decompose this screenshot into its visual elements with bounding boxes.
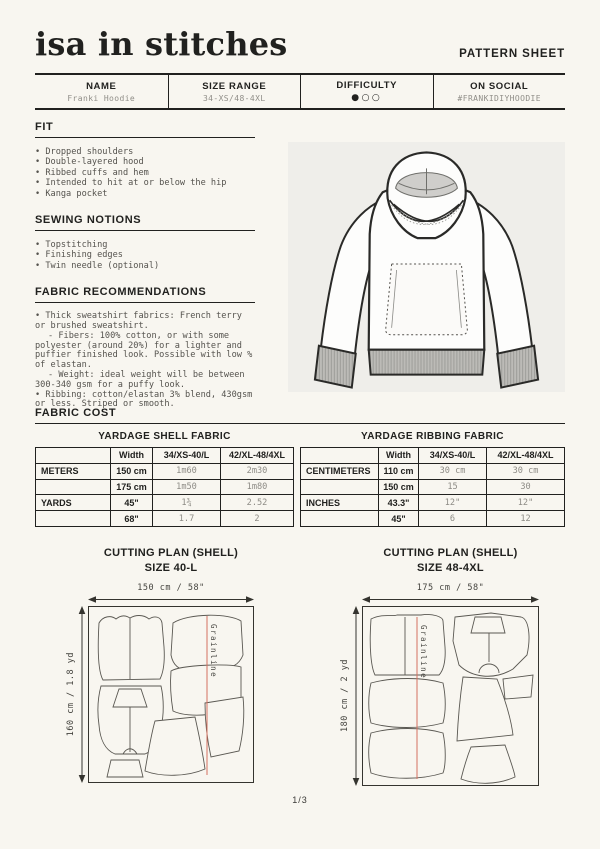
table-row: [36, 463, 294, 479]
value-cell: 12: [487, 511, 565, 527]
grainline-label: Grainline: [209, 624, 218, 679]
cutting-plan-size: SIZE 40-L: [144, 562, 198, 574]
list-item: • Intended to hit at or below the hip: [35, 178, 227, 189]
recommendation-line: - Weight: ideal weight will be between 300-340 gsm for a puffy look.: [35, 370, 245, 390]
width-cell: 150 cm: [379, 479, 419, 495]
col-header: 42/XL-48/4XL: [487, 448, 565, 464]
ribbing-yardage-block: [300, 431, 565, 527]
height-dimension-label: 160 cm / 1.8 yd: [66, 652, 76, 737]
section-fabric-cost: [35, 407, 565, 433]
width-cell: 45": [379, 511, 419, 527]
value-cell: 1m50: [153, 479, 221, 495]
width-dimension-label: 150 cm / 58": [137, 583, 205, 593]
pattern-info-bar: [35, 73, 565, 110]
width-dimension-arrow: [362, 595, 539, 604]
width-cell: 110 cm: [379, 463, 419, 479]
row-label: METERS: [36, 463, 111, 479]
section-sewing-notions: [35, 214, 255, 271]
width-cell: 43.3": [379, 495, 419, 511]
difficulty-dots: ●○○: [351, 93, 383, 103]
cutting-plan-size-40-L: [62, 546, 256, 783]
yardage-tables-row: [35, 431, 565, 527]
left-column: [35, 121, 255, 425]
row-label: [36, 511, 111, 527]
pattern-pieces-layout: [363, 607, 538, 785]
height-dimension-label: 180 cm / 2 yd: [340, 659, 350, 733]
recommendation-line: - Fibers: 100% cotton, or with some polyester (around 20%) for a lighter and puffier finished look. Possible with low % of elastan.: [35, 330, 253, 371]
fabric-layout-rectangle: [88, 606, 254, 783]
sheet-type-label: PATTERN SHEET: [459, 48, 565, 60]
shell-yardage-block: [35, 431, 294, 527]
info-cell-size-range: [168, 75, 301, 108]
info-cell-social: [433, 75, 566, 108]
table-header-row: [36, 448, 294, 464]
hood: [387, 152, 465, 238]
hoodie-illustration-panel: [288, 142, 565, 392]
col-header: 42/XL-48/4XL: [221, 448, 294, 464]
social-hashtag: #FRANKIDIYHOODIE: [457, 93, 541, 103]
list-item: • Kanga pocket: [35, 188, 108, 199]
grainline-label: Grainline: [419, 625, 428, 680]
value-cell: 2m30: [221, 463, 294, 479]
height-dimension-gutter: [336, 606, 362, 786]
table-row: [36, 479, 294, 495]
section-heading-fabric-cost: FABRIC COST: [35, 407, 565, 424]
table-row: [36, 495, 294, 511]
col-header: Width: [111, 448, 153, 464]
cutting-plan-size: SIZE 48-4XL: [417, 562, 484, 574]
value-cell: 2: [221, 511, 294, 527]
info-label: SIZE RANGE: [202, 80, 267, 92]
table-row: [301, 463, 565, 479]
kangaroo-pocket: [386, 264, 468, 335]
width-cell: 68": [111, 511, 153, 527]
list-item: • Dropped shoulders: [35, 147, 134, 157]
width-dimension-label: 175 cm / 58": [416, 583, 485, 593]
value-cell: 1¾: [153, 495, 221, 511]
width-cell: 175 cm: [111, 479, 153, 495]
row-label: [36, 479, 111, 495]
fabric-layout-rectangle: [362, 606, 539, 786]
sewing-notions-bullet-list: [35, 240, 255, 271]
page-number: 1/3: [292, 795, 308, 805]
list-item: • Double-layered hood: [35, 157, 144, 168]
pattern-pieces: [98, 615, 244, 777]
value-cell: 12": [487, 495, 565, 511]
section-heading-fit: FIT: [35, 121, 255, 138]
info-label: DIFFICULTY: [336, 80, 398, 91]
cutting-plan-size-48-4XL: [336, 546, 541, 786]
fit-bullet-list: [35, 147, 255, 199]
table-row: [301, 511, 565, 527]
info-cell-difficulty: [300, 75, 433, 108]
cell-blank: [301, 448, 379, 464]
width-dimension-arrow: [88, 595, 254, 604]
value-cell: 6: [419, 511, 487, 527]
value-cell: 1m60: [153, 463, 221, 479]
recommendation-line: • Ribbing: cotton/elastan 3% blend, 430gsm or less. Striped or smooth.: [35, 389, 253, 410]
info-cell-name: [35, 75, 168, 108]
table-header-row: [301, 448, 565, 464]
hoodie-hem-ribbing: [369, 350, 485, 375]
row-label: [301, 511, 379, 527]
table-row: [301, 479, 565, 495]
value-cell: 12": [419, 495, 487, 511]
size-range-value: 34-XS/48-4XL: [202, 93, 266, 103]
table-row: [36, 511, 294, 527]
table-row: [301, 495, 565, 511]
row-label: YARDS: [36, 495, 111, 511]
brand-title: isa in stitches: [35, 25, 288, 63]
cell-blank: [36, 448, 111, 464]
section-heading-fabric-recommendations: FABRIC RECOMMENDATIONS: [35, 286, 255, 303]
value-cell: 1m80: [221, 479, 294, 495]
value-cell: 15: [419, 479, 487, 495]
value-cell: 30 cm: [487, 463, 565, 479]
cutting-plan-body: [62, 606, 256, 783]
hoodie-technical-drawing: [288, 142, 565, 392]
value-cell: 30 cm: [419, 463, 487, 479]
col-header: Width: [379, 448, 419, 464]
list-item: • Topstitching: [35, 240, 108, 251]
ribbing-yardage-table: [300, 447, 565, 527]
cutting-plan-title: CUTTING PLAN (SHELL): [383, 547, 518, 559]
pattern-pieces-layout: [89, 607, 253, 782]
ribbing-table-title: YARDAGE RIBBING FABRIC: [361, 431, 504, 442]
list-item: • Finishing edges: [35, 250, 123, 261]
row-label: [301, 479, 379, 495]
height-dimension-gutter: [62, 606, 88, 783]
list-item: • Twin needle (optional): [35, 260, 160, 271]
row-label: INCHES: [301, 495, 379, 511]
pattern-pieces: [369, 613, 533, 783]
info-label: ON SOCIAL: [470, 80, 529, 92]
section-heading-sewing-notions: SEWING NOTIONS: [35, 214, 255, 231]
list-item: • Ribbed cuffs and hem: [35, 167, 149, 178]
value-cell: 30: [487, 479, 565, 495]
section-fabric-recommendations: [35, 286, 255, 410]
row-label: CENTIMETERS: [301, 463, 379, 479]
value-cell: 1.7: [153, 511, 221, 527]
col-header: 34/XS-40/L: [419, 448, 487, 464]
shell-table-title: YARDAGE SHELL FABRIC: [98, 431, 231, 442]
pattern-name-value: Franki Hoodie: [67, 93, 136, 103]
value-cell: 2.52: [221, 495, 294, 511]
recommendation-line: • Thick sweatshirt fabrics: French terry or brushed sweatshirt.: [35, 311, 242, 332]
height-dimension-arrow: [76, 606, 88, 783]
width-cell: 45": [111, 495, 153, 511]
height-dimension-arrow: [350, 606, 362, 786]
info-label: NAME: [86, 80, 117, 92]
width-cell: 150 cm: [111, 463, 153, 479]
cutting-plan-body: [336, 606, 541, 786]
shell-yardage-table: [35, 447, 294, 527]
section-fit: [35, 121, 255, 199]
col-header: 34/XS-40/L: [153, 448, 221, 464]
cutting-plan-title: CUTTING PLAN (SHELL): [103, 547, 239, 559]
